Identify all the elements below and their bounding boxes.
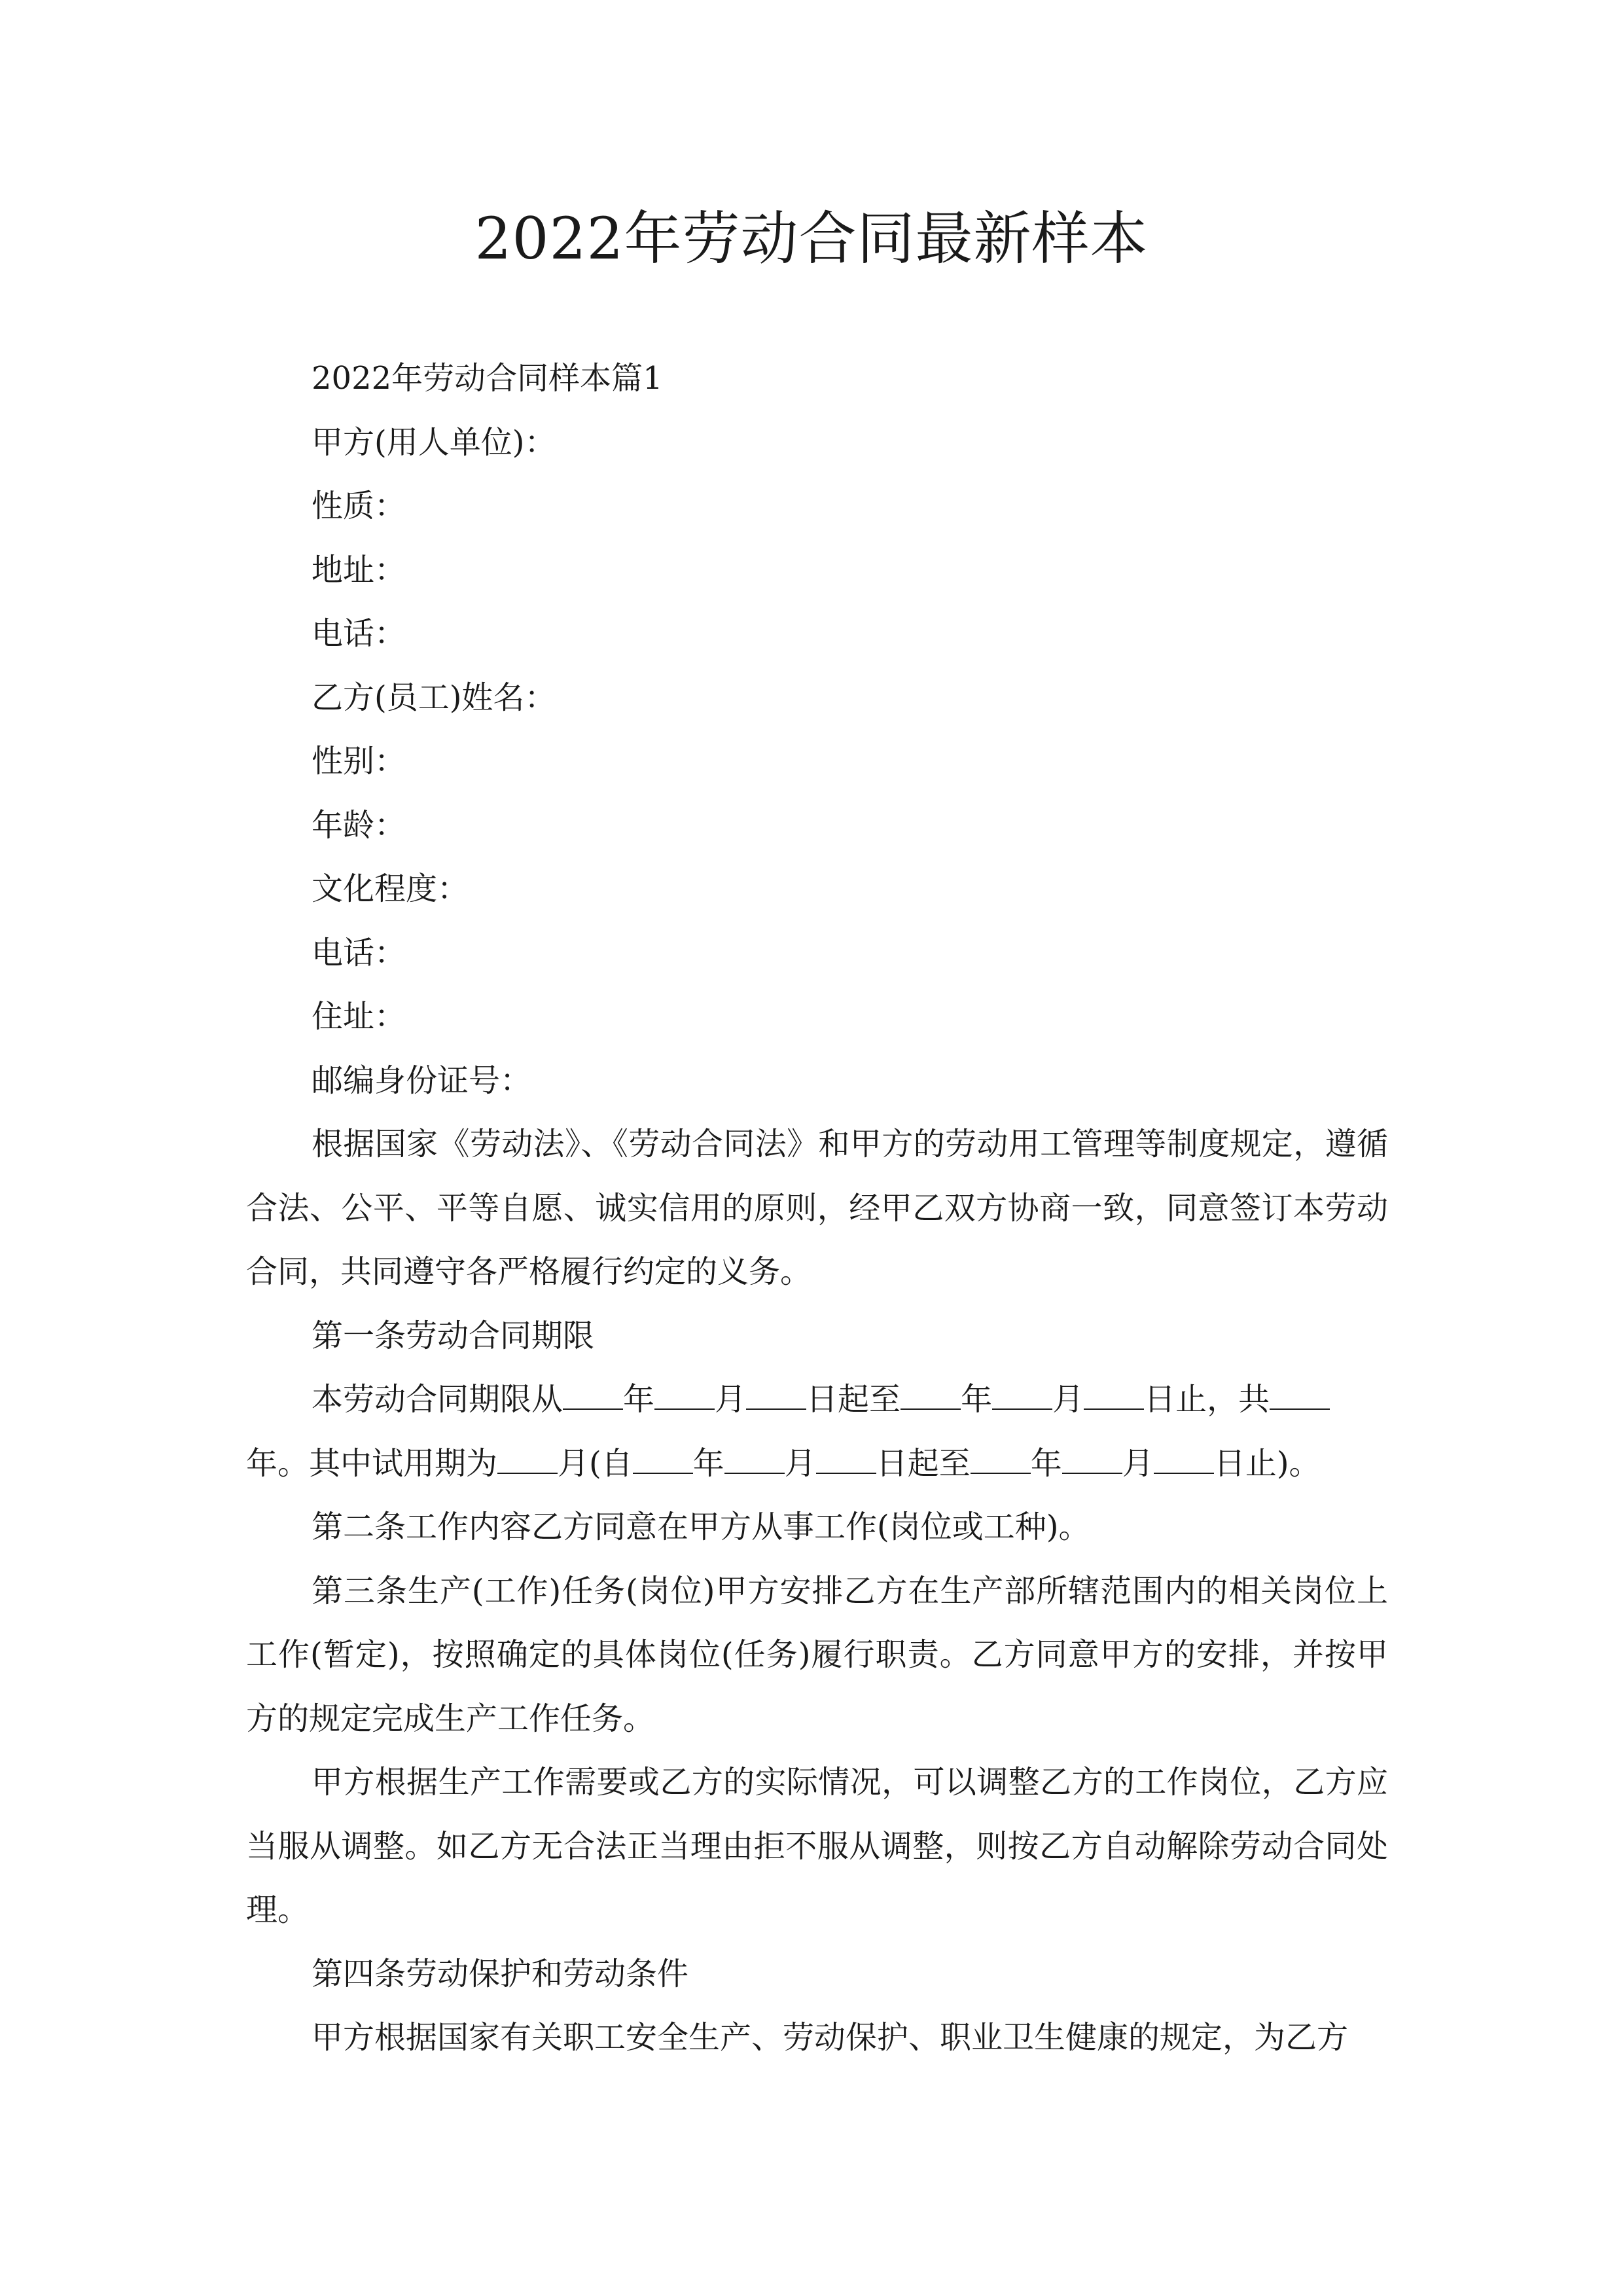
term-text: 日止，共	[1144, 1381, 1270, 1418]
blank-end-year[interactable]	[901, 1382, 961, 1410]
adjustment-paragraph: 甲方根据生产工作需要或乙方的实际情况，可以调整乙方的工作岗位，乙方应当服从调整。如乙方无合法正当理由拒不服从调整，则按乙方自动解除劳动合同处理。	[246, 1764, 1388, 1928]
field-postcode-id: 邮编身份证号：	[312, 1062, 532, 1099]
document-body	[246, 347, 1388, 2070]
probation-line	[246, 1432, 1388, 1496]
article-1-title: 第一条劳动合同期限	[312, 1317, 595, 1354]
probation-text: 年。其中试用期为	[246, 1444, 498, 1482]
article-2-paragraph: 第二条工作内容乙方同意在甲方从事工作(岗位或工种)。	[312, 1509, 1090, 1545]
probation-text: 年	[692, 1444, 724, 1482]
field-residence: 住址：	[312, 998, 406, 1035]
field-gender: 性别：	[312, 743, 406, 780]
blank-end-month[interactable]	[992, 1382, 1052, 1410]
term-text: 日起至	[806, 1381, 901, 1418]
blank-probation-end-day[interactable]	[1154, 1446, 1214, 1474]
contract-term-paragraph	[246, 1368, 1388, 1496]
field-employee-phone: 电话：	[312, 934, 406, 971]
field-education: 文化程度：	[312, 870, 469, 907]
field-address: 地址：	[312, 551, 406, 588]
field-age: 年龄：	[312, 806, 406, 844]
document-title: 2022年劳动合同最新样本	[474, 205, 1149, 272]
blank-probation-start-month[interactable]	[724, 1446, 785, 1474]
blank-start-day[interactable]	[746, 1382, 806, 1410]
article-4-paragraph: 甲方根据国家有关职工安全生产、劳动保护、职业卫生健康的规定，为乙方	[312, 2019, 1349, 2056]
blank-probation-months[interactable]	[497, 1446, 558, 1474]
term-text: 月	[715, 1381, 747, 1418]
blank-start-year[interactable]	[563, 1382, 623, 1410]
contract-term-line	[246, 1368, 1388, 1432]
probation-text: 月	[784, 1444, 816, 1482]
section-heading: 2022年劳动合同样本篇1	[312, 360, 663, 397]
probation-text: 日止)。	[1213, 1444, 1321, 1482]
article-4-title: 第四条劳动保护和劳动条件	[312, 1955, 689, 1992]
intro-paragraph: 根据国家《劳动法》、《劳动合同法》和甲方的劳动用工管理等制度规定，遵循合法、公平、平等自愿、诚实信用的原则，经甲乙双方协商一致，同意签订本劳动合同，共同遵守各严格履行约定的义务。	[246, 1126, 1388, 1290]
field-nature: 性质：	[312, 488, 406, 524]
field-employer: 甲方(用人单位)：	[312, 423, 556, 461]
probation-text: 月	[1122, 1444, 1154, 1482]
field-employer-phone: 电话：	[312, 615, 406, 652]
probation-text: 月(自	[558, 1444, 633, 1482]
term-text: 年	[623, 1381, 655, 1418]
term-text: 年	[961, 1381, 993, 1418]
blank-probation-start-year[interactable]	[633, 1446, 693, 1474]
blank-start-month[interactable]	[654, 1382, 715, 1410]
blank-probation-end-year[interactable]	[971, 1446, 1031, 1474]
term-text: 本劳动合同期限从	[312, 1381, 563, 1418]
probation-text: 年	[1030, 1444, 1062, 1482]
field-employee-name: 乙方(员工)姓名：	[312, 679, 556, 716]
blank-end-day[interactable]	[1084, 1382, 1144, 1410]
probation-text: 日起至	[876, 1444, 971, 1482]
term-text: 月	[1052, 1381, 1084, 1418]
blank-probation-start-day[interactable]	[816, 1446, 876, 1474]
blank-probation-end-month[interactable]	[1062, 1446, 1122, 1474]
blank-total-years[interactable]	[1270, 1382, 1330, 1410]
article-3-paragraph: 第三条生产(工作)任务(岗位)甲方安排乙方在生产部所辖范围内的相关岗位上工作(暂定)，按照确定的具体岗位(任务)履行职责。乙方同意甲方的安排，并按甲方的规定完成生产工作任务。	[246, 1572, 1388, 1737]
